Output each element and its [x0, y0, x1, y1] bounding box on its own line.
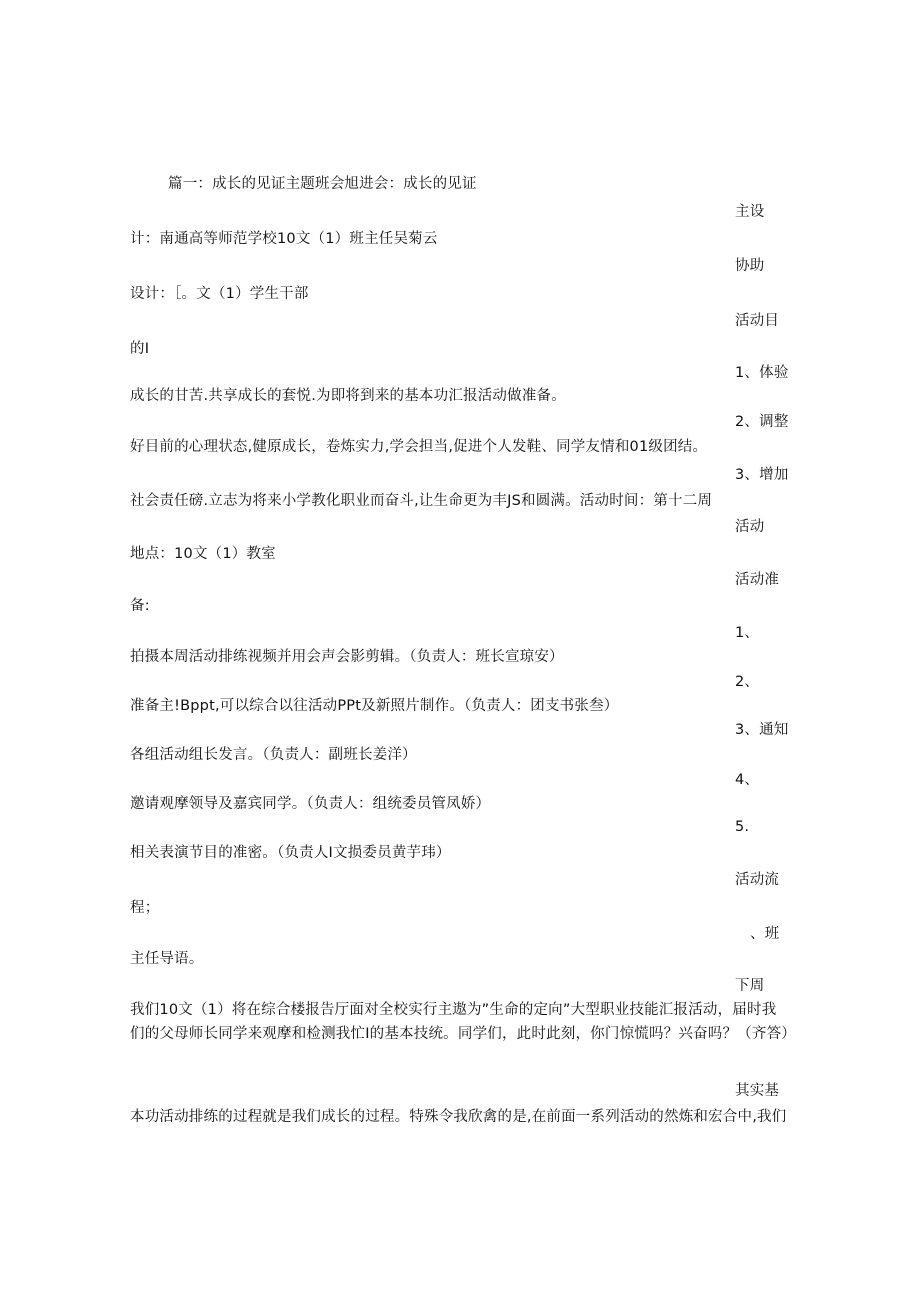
body-line: 准备主!Bppt,可以综合以往活动PPt及新照片制作。（负责人：团支书张叁）: [130, 698, 619, 714]
body-line: 相关表演节目的准密。（负责人I文损委员黄芋玮）: [130, 845, 451, 861]
body-line: 计：南通高等师范学校10文（1）班主任吴菊云: [130, 231, 438, 247]
margin-label: 活动: [735, 519, 765, 535]
margin-label: 活动流: [735, 872, 780, 888]
margin-label: 1、体验: [735, 365, 789, 381]
body-line: 社会责任磅.立志为将来小学教化职业而奋斗,让生命更为丰JS和圆满。活动时间：第十二周: [130, 493, 713, 509]
margin-label: 3、通知: [735, 722, 789, 738]
body-line: 设计：［。文（1）学生干部: [130, 286, 309, 302]
body-line: 备:: [130, 598, 150, 614]
margin-label: 主设: [735, 204, 765, 220]
margin-label: 协助: [735, 258, 765, 274]
body-line: 主任导语。: [130, 951, 204, 967]
document-title: 篇一：成长的见证主题班会旭进会：成长的见证: [168, 176, 477, 192]
body-paragraph: 我们10文（1）将在综合楼报告厅面对全校实行主遨为”生命的定向”大型职业技能汇报活动，届时我们的父母师长同学来观摩和检测我忙I的基本技统。同学们，此时此刻，你门惊慌吗？兴奋吗？（齐答）: [130, 1002, 796, 1042]
margin-label: 5.: [735, 819, 750, 835]
margin-label: 、班: [750, 926, 780, 942]
body-line: 拍摄本周活动排练视频并用会声会影剪辑。（负责人：班长宣琼安）: [130, 649, 564, 665]
margin-label: 2、调整: [735, 414, 789, 430]
margin-label: 其实基: [735, 1083, 780, 1099]
margin-label: 2、: [735, 674, 760, 690]
margin-label: 4、: [735, 772, 760, 788]
body-line: 各组活动组长发言。（负责人：副班长姜洋）: [130, 747, 417, 763]
body-line: 地点：10文（1）教室: [130, 546, 276, 562]
body-line: 成长的甘苦.共享成长的套悦.为即将到来的基本功汇报活动做准备。: [130, 388, 566, 404]
margin-label: 活动准: [735, 572, 780, 588]
margin-label: 1、: [735, 625, 760, 641]
margin-label: 下周: [735, 978, 765, 994]
body-line: 程；: [130, 900, 160, 916]
margin-label: 活动目: [735, 313, 780, 329]
body-line: 的I: [130, 341, 150, 357]
body-line: 好目前的心理状态,健原成长，卷炼实力,学会担当,促进个人发鞋、同学友情和01级团结。: [130, 439, 708, 455]
margin-label: 3、增加: [735, 467, 789, 483]
body-line: 邀请观摩领导及嘉宾同学。（负责人：组统委员管凤娇）: [130, 796, 491, 812]
body-line: 本功活动排练的过程就是我们成长的过程。特殊令我欣禽的是,在前面一系列活动的然炼和宏合中,我们: [130, 1109, 787, 1125]
